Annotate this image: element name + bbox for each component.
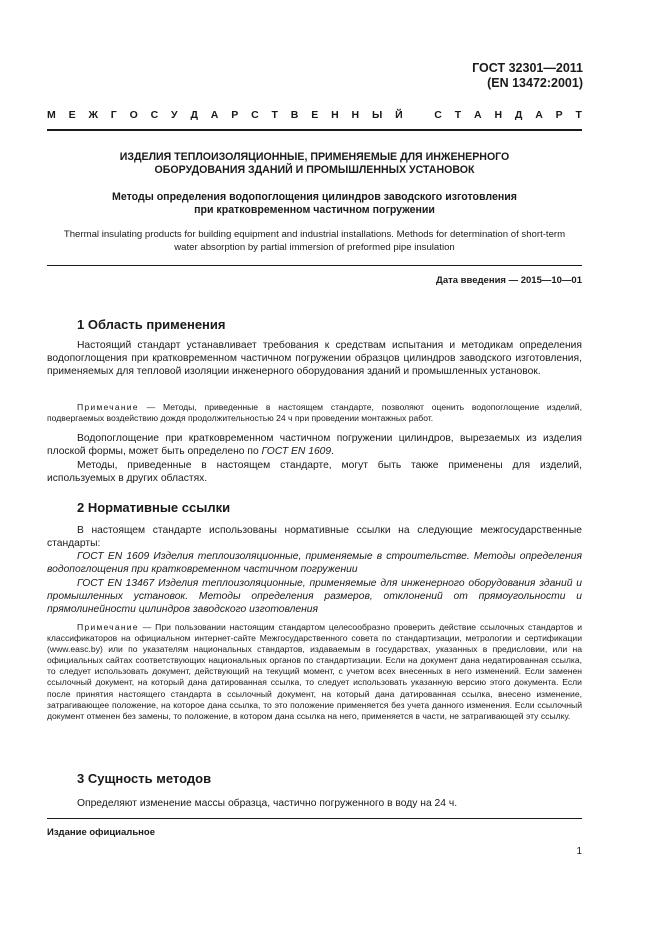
banner-letter: Е [311, 109, 319, 121]
interstate-standard-banner [47, 109, 582, 121]
section-2-note [47, 622, 582, 722]
title-line-2: ОБОРУДОВАНИЯ ЗДАНИЙ И ПРОМЫШЛЕННЫХ УСТАНОВОК [154, 164, 475, 176]
section-2-paragraph-1: В настоящем стандарте использованы нормативные ссылки на следующие межгосударственные стандарты: [47, 525, 582, 549]
banner-letter: В [290, 109, 299, 121]
section-3-paragraph-1: Определяют изменение массы образца, частично погруженного в воду на 24 ч. [77, 798, 458, 809]
banner-letter: А [474, 109, 482, 121]
section-1-paragraph-1: Настоящий стандарт устанавливает требования к средствам испытания и методикам определения водопоглощения при кратковременном частичном погружении образцов цилиндров заводского изготовления, применяемых для тепловой изоляции инженерного оборудования зданий и промышленных установок. [47, 340, 582, 377]
banner-letter: А [210, 109, 219, 121]
banner-letter: С [150, 109, 159, 121]
banner-letter: О [129, 109, 138, 121]
note-label: Примечание [77, 402, 139, 412]
standard-designation [472, 61, 583, 91]
banner-letter: Р [555, 109, 563, 121]
normative-reference-2: ГОСТ EN 13467 Изделия теплоизоляционные, применяемые для инженерного оборудования зданий и промышленных установок. Методы определения размеров, отклонений от прямоугольности и прямолинейности цилиндров заводского изготовления [47, 578, 582, 615]
english-title-line-1: Thermal insulating products for building equipment and industrial installations. Methods for determination of short-term [63, 229, 566, 240]
banner-letter: Т [271, 109, 278, 121]
banner-letter: С [434, 109, 442, 121]
banner-letter: М [47, 109, 56, 121]
banner-letter: Т [575, 109, 582, 121]
section-2-heading: 2 Нормативные ссылки [77, 500, 231, 515]
section-1-heading: 1 Область применения [77, 317, 226, 332]
document-title [47, 151, 582, 177]
document-subtitle [47, 191, 582, 217]
english-title-line-2: water absorption by partial immersion of preformed pipe insulation [174, 241, 455, 253]
banner-letter: С [251, 109, 259, 121]
normative-reference-1: ГОСТ EN 1609 Изделия теплоизоляционные, применяемые в строительстве. Методы определения водопоглощения при кратковременном частичном погружении [47, 551, 582, 575]
banner-letter: Г [110, 109, 117, 121]
banner-letter: Д [190, 109, 198, 121]
banner-letter: Р [231, 109, 239, 121]
official-edition-label: Издание официальное [47, 827, 155, 838]
section-1-paragraph-3: Методы, приведенные в настоящем стандарте, могут быть также применены для изделий, используемых в других областях. [47, 460, 582, 484]
paragraph-text: Водопоглощение при кратковременном частичном погружении цилиндров, вырезаемых из изделия плоской формы, может быть определено по [47, 433, 582, 457]
section-1-note [47, 402, 582, 424]
banner-letter: Й [395, 109, 403, 121]
standard-number: ГОСТ 32301—2011 [472, 61, 583, 75]
note-label: Примечание [77, 622, 139, 632]
subtitle-line-1: Методы определения водопоглощения цилиндров заводского изготовления [112, 191, 517, 203]
banner-letter: Т [454, 109, 462, 121]
note-text: — Методы, приведенные в настоящем стандарте, позволяют оценить водопоглощение изделий, подвергаемых воздействию дождя продолжительностью 24 ч при проведении монтажных работ. [47, 402, 582, 424]
banner-letter: Н [331, 109, 339, 121]
banner-letter: У [171, 109, 178, 121]
banner-letter: Ж [88, 109, 98, 121]
banner-letter: Д [514, 109, 523, 121]
note-text: — При пользовании настоящим стандартом целесообразно проверить действие ссылочных стандартов и классификаторов на официальном интернет-сайте Межгосударственного совета по стандартизации, метрологии и сертификации (www.easc.by) или по указателям национальных стандартов, издаваемым в государствах, указанных в предисловии, или на официальных сайтах соответствующих национальных органов по стандартизации. Если на документ дана недатированная ссылка, то следует использовать документ, действующий на текущий момент, с учетом всех внесенных в него изменений. Если заменен ссылочный документ, на который дана датированная ссылка, то следует использовать указанную версию этого документа. Если после принятия настоящего стандарта в ссылочный документ, на который дана датированная ссылка, внесено изменение, затрагивающее положение, на которое дана ссылка, то это положение применяется без учета данного изменения. Если ссылочный документ отменен без замены, то положение, в котором дана ссылка на него, применяется в части, не затрагивающей эту ссылку. [47, 622, 582, 721]
title-line-1: ИЗДЕЛИЯ ТЕПЛОИЗОЛЯЦИОННЫЕ, ПРИМЕНЯЕМЫЕ ДЛЯ ИНЖЕНЕРНОГО [119, 151, 510, 163]
paragraph-end: . [331, 446, 335, 457]
introduction-date: Дата введения — 2015—10—01 [436, 275, 582, 286]
en-standard-number: (EN 13472:2001) [487, 76, 583, 90]
footer-rule [47, 818, 582, 819]
banner-letter: Н [494, 109, 503, 121]
standard-reference: ГОСТ EN 1609 [261, 446, 332, 457]
banner-letter: Н [351, 109, 360, 121]
page-number: 1 [576, 846, 582, 857]
subtitle-line-2: при кратковременном частичном погружении [194, 204, 435, 216]
banner-letter: Ы [371, 109, 383, 121]
banner-gap [415, 109, 421, 121]
english-title [47, 229, 582, 254]
banner-letter: А [535, 109, 543, 121]
section-1-paragraph-2 [47, 432, 582, 458]
title-rule [47, 265, 582, 266]
section-3-heading: 3 Сущность методов [77, 771, 212, 786]
banner-letter: Е [68, 109, 76, 121]
header-rule [47, 129, 582, 131]
